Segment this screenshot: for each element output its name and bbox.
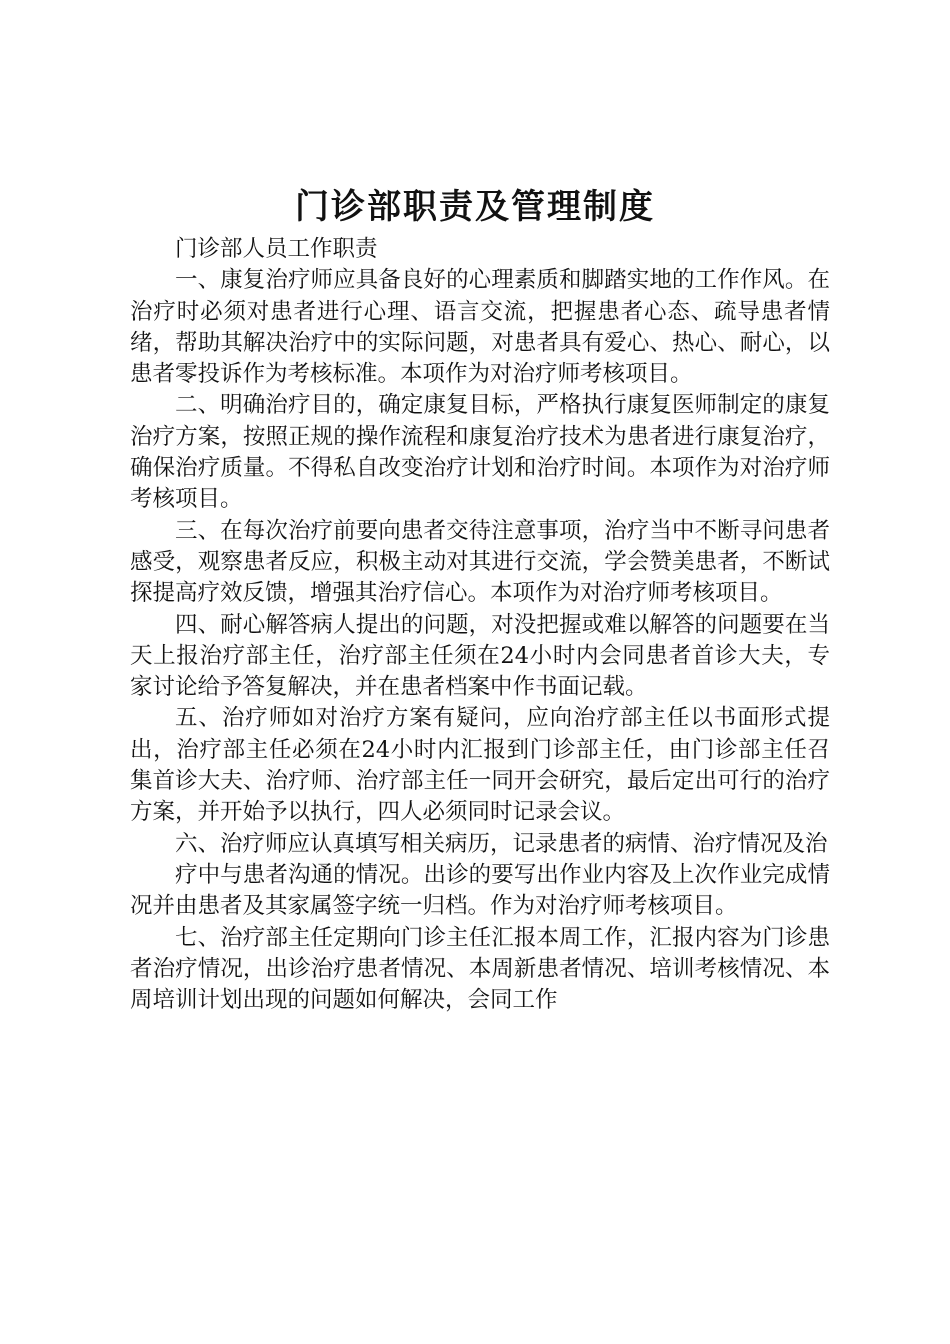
paragraph-1: 一、康复治疗师应具备良好的心理素质和脚踏实地的工作作风。在治疗时必须对患者进行心理、语言交流，把握患者心态、疏导患者情绪，帮助其解决治疗中的实际问题，对患者具有爱心、热心、耐心，以患者零投诉作为考核标准。本项作为对治疗师考核项目。 [130, 267, 830, 388]
paragraph-5: 五、治疗师如对治疗方案有疑问，应向治疗部主任以书面形式提出，治疗部主任必须在24小时内汇报到门诊部主任，由门诊部主任召集首诊大夫、治疗师、治疗部主任一同开会研究，最后定出可行的治疗方案，并开始予以执行，四人必须同时记录会议。 [130, 705, 830, 826]
section-heading: 门诊部人员工作职责 [175, 236, 378, 262]
paragraph-6-continued: 疗中与患者沟通的情况。出诊的要写出作业内容及上次作业完成情况并由患者及其家属签字统一归档。作为对治疗师考核项目。 [130, 861, 830, 920]
document-title: 门诊部职责及管理制度 [295, 187, 655, 227]
document-body [130, 234, 830, 1016]
paragraph-4: 四、耐心解答病人提出的问题，对没把握或难以解答的问题要在当天上报治疗部主任，治疗部主任须在24小时内会同患者首诊大夫，专家讨论给予答复解决，并在患者档案中作书面记载。 [130, 611, 830, 701]
paragraph-2: 二、明确治疗目的，确定康复目标，严格执行康复医师制定的康复治疗方案，按照正规的操作流程和康复治疗技术为患者进行康复治疗，确保治疗质量。不得私自改变治疗计划和治疗时间。本项作为对治疗师考核项目。 [130, 392, 830, 513]
paragraph-7: 七、治疗部主任定期向门诊主任汇报本周工作，汇报内容为门诊患者治疗情况，出诊治疗患者情况、本周新患者情况、培训考核情况、本周培训计划出现的问题如何解决，会同工作 [130, 924, 830, 1014]
paragraph-6: 六、治疗师应认真填写相关病历，记录患者的病情、治疗情况及治 [175, 830, 828, 857]
paragraph-3: 三、在每次治疗前要向患者交待注意事项，治疗当中不断寻问患者感受，观察患者反应，积极主动对其进行交流，学会赞美患者，不断试探提高疗效反馈，增强其治疗信心。本项作为对治疗师考核项目。 [130, 517, 830, 607]
